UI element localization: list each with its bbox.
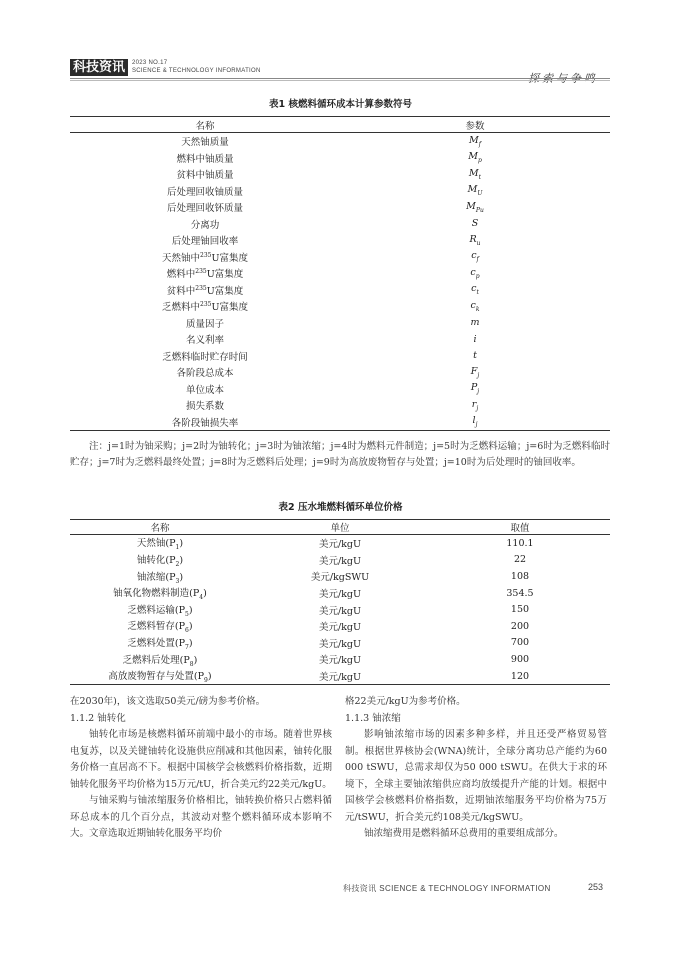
- price-value: 110.1: [506, 537, 534, 549]
- price-item-label: 天然铀(P: [136, 538, 176, 550]
- price-unit: 美元/kgU: [318, 605, 362, 617]
- table2-caption: 表2 压水堆燃料循环单位价格: [278, 502, 403, 513]
- symbol-subscript: j: [475, 421, 478, 429]
- symbol-main: M: [468, 167, 479, 179]
- price-unit: 美元/kgU: [318, 539, 362, 551]
- price-item-subscript: 4: [199, 594, 204, 602]
- symbol-main: M: [467, 184, 478, 196]
- isotope-superscript: 235: [200, 251, 212, 259]
- price-item-name: 铀浓缩$(P_3)$: [136, 571, 184, 585]
- table2-body: [70, 535, 610, 685]
- table-row: [70, 150, 610, 167]
- isotope-superscript: 235: [200, 301, 212, 309]
- param-name: [70, 265, 340, 282]
- param-name-suffix: U富集度: [206, 285, 244, 297]
- subsection-heading: 1.1.2 铀转化: [70, 712, 126, 724]
- symbol-main: i: [473, 333, 477, 345]
- price-item-label: 铀氧化物燃料制造(P: [113, 588, 200, 600]
- table1-header-name: 名称: [70, 117, 340, 133]
- table-row: [70, 265, 610, 282]
- isotope-superscript: 235: [195, 284, 207, 292]
- price-value: 900: [510, 653, 530, 665]
- symbol-subscript: p: [477, 157, 482, 165]
- table-row: [70, 364, 610, 381]
- symbol-main: S: [471, 218, 479, 230]
- table-row: [70, 601, 610, 618]
- param-symbol: [340, 133, 610, 150]
- price-item-subscript: 7: [185, 643, 189, 651]
- symbol-subscript: f: [478, 140, 481, 148]
- symbol-main: m: [470, 317, 480, 329]
- symbol-main: M: [468, 151, 478, 163]
- param-name-prefix: 天然铀中: [162, 252, 201, 264]
- table-row: [70, 331, 610, 348]
- price-item-subscript: 6: [185, 627, 189, 635]
- param-symbol: [340, 216, 610, 233]
- price-value: 150: [510, 604, 530, 616]
- table-row: [70, 216, 610, 233]
- price-item-subscript: 8: [189, 660, 194, 668]
- price-value: 200: [510, 620, 530, 632]
- table-row: [70, 381, 610, 398]
- table-row: [70, 133, 610, 150]
- price-item-name: 乏燃料运输$(P_5)$: [127, 604, 193, 618]
- symbol-subscript: u: [476, 239, 481, 247]
- symbol-subscript: j: [477, 371, 480, 379]
- param-name: [70, 249, 340, 266]
- table-row: [70, 635, 610, 652]
- param-symbol: [340, 348, 610, 365]
- table-row: [70, 298, 610, 315]
- param-name: 损失系数: [185, 401, 224, 413]
- table2: [70, 519, 610, 685]
- table-row: [70, 199, 610, 216]
- paragraph: 铀浓缩费用是燃料循环总费用的重要组成部分。: [364, 828, 564, 839]
- footer-journal: 科技资讯 SCIENCE & TECHNOLOGY INFORMATION: [343, 884, 551, 893]
- param-symbol: [340, 199, 610, 216]
- table-row: [70, 348, 610, 365]
- param-name: 各阶段铀损失率: [70, 414, 340, 431]
- param-name: 后处理铀回收率: [171, 236, 239, 248]
- table-row: [70, 249, 610, 266]
- param-symbol: [340, 414, 610, 431]
- issue-number: 2023 NO.17: [132, 60, 168, 66]
- symbol-subscript: k: [475, 305, 480, 313]
- symbol-subscript: t: [476, 289, 479, 297]
- price-value: 354.5: [506, 587, 534, 599]
- symbol-subscript: p: [475, 272, 480, 280]
- table-row: [70, 397, 610, 414]
- param-name: [70, 298, 340, 315]
- table-row: [70, 166, 610, 183]
- table2-header-row: [70, 520, 610, 535]
- symbol-main: M: [466, 200, 476, 212]
- param-name: 后处理回收钚质量: [166, 203, 243, 215]
- param-symbol: [340, 249, 610, 266]
- table-row: [70, 585, 610, 602]
- symbol-main: P: [470, 382, 478, 394]
- param-name: 各阶段总成本: [176, 368, 234, 380]
- param-symbol: [340, 150, 610, 167]
- price-item-subscript: 1: [175, 544, 180, 552]
- isotope-superscript: 235: [195, 268, 207, 276]
- param-name: 燃料中铀质量: [176, 153, 234, 165]
- symbol-subscript: t: [478, 173, 482, 181]
- symbol-main: c: [470, 299, 476, 311]
- param-name: 后处理回收铀质量: [166, 186, 243, 198]
- param-symbol: [340, 298, 610, 315]
- param-name-prefix: 贫料中: [166, 285, 196, 297]
- price-item-name: 天然铀$(P_1)$: [136, 538, 184, 552]
- param-name: 乏燃料临时贮存时间: [162, 351, 248, 363]
- table-row: [70, 282, 610, 299]
- price-item-name: 乏燃料暂存$(P_6)$: [127, 621, 193, 635]
- param-name: 贫料中铀质量: [176, 170, 234, 182]
- symbol-main: c: [471, 283, 477, 295]
- price-item-subscript: 3: [175, 577, 180, 585]
- price-value: 120: [430, 668, 610, 685]
- table1: [70, 116, 610, 431]
- price-item-name: 乏燃料处置$(P_7)$: [127, 637, 193, 651]
- symbol-subscript: Pu: [475, 206, 484, 214]
- param-symbol: [340, 282, 610, 299]
- price-item-label: 高放废物暂存与处置(P: [108, 671, 205, 683]
- param-name-suffix: U富集度: [211, 302, 248, 314]
- price-unit: 美元/kgSWU: [310, 572, 370, 584]
- price-unit: 美元/kgU: [318, 622, 362, 634]
- price-item-name: 高放废物暂存与处置$(P_9)$: [70, 668, 250, 685]
- price-item-subscript: 5: [185, 610, 189, 618]
- table-row: [70, 183, 610, 200]
- param-name: 名义利率: [185, 335, 224, 347]
- symbol-subscript: f: [476, 256, 479, 264]
- paragraph: 影响铀浓缩市场的因素多种多样，并且还受严格贸易管制。根据世界核协会(WNA)统计，全球分离功总产能约为60 000 tSWU，总需求却仅为50 000 tSWU。在供大于求的环境下，全球主要铀浓缩供应商均放缓提升产能的计划。根据中国核学会核燃料价格指数，近期铀浓缩服务平均价格为75万元/tSWU，折合美元约108美元/kgSWU。: [345, 729, 607, 823]
- param-symbol: [340, 166, 610, 183]
- price-item-name: 铀氧化物燃料制造$(P_4)$: [113, 588, 207, 602]
- param-name-prefix: 乏燃料中: [162, 302, 201, 314]
- price-unit: 美元/kgU: [318, 655, 362, 667]
- symbol-main: R: [469, 233, 477, 245]
- table-row: [70, 668, 610, 685]
- table1-note: 注：j=1时为铀采购；j=2时为铀转化；j=3时为铀浓缩；j=4时为燃料元件制造；j=5时为乏燃料运输；j=6时为乏燃料临时贮存；j=7时为乏燃料最终处置；j=8时为乏燃料后处理；j=9时为高放废物暂存与处置；j=10时为后处理时的铀回收率。: [70, 441, 610, 468]
- param-name: [70, 282, 340, 299]
- symbol-main: r: [471, 398, 477, 410]
- symbol-subscript: j: [476, 404, 479, 412]
- symbol-main: c: [471, 250, 477, 262]
- param-symbol: [340, 397, 610, 414]
- header-rule: [70, 78, 610, 79]
- symbol-main: t: [473, 350, 477, 362]
- paragraph: 格22美元/kgU为参考价格。: [345, 696, 466, 707]
- page-number: 253: [588, 882, 604, 892]
- param-symbol: [340, 265, 610, 282]
- body-left-column: [70, 694, 332, 843]
- symbol-main: c: [470, 266, 476, 278]
- table-row: [70, 651, 610, 668]
- param-symbol: [340, 364, 610, 381]
- price-item-label: 铀转化(P: [136, 554, 176, 566]
- header-rule-thin: [70, 80, 610, 81]
- table1-caption: 表1 核燃料循环成本计算参数符号: [269, 99, 412, 110]
- param-name: 质量因子: [185, 318, 224, 330]
- price-item-name: 乏燃料后处理$(P_8)$: [122, 654, 198, 668]
- price-unit: 美元/kgU: [250, 668, 430, 685]
- table-row: [70, 414, 610, 431]
- param-symbol: [340, 315, 610, 332]
- table1-header-param: 参数: [340, 117, 610, 133]
- table1-body: [70, 133, 610, 431]
- paragraph: 在2030年)，该文选取50美元/磅为参考价格。: [70, 696, 266, 707]
- table-row: [70, 568, 610, 585]
- table2-header-name: 名称: [70, 520, 250, 535]
- price-item-label: 乏燃料处置(P: [127, 637, 186, 649]
- price-item-subscript: 9: [204, 676, 208, 684]
- param-name: 分离功: [190, 219, 220, 231]
- journal-english-name: SCIENCE & TECHNOLOGY INFORMATION: [132, 68, 261, 74]
- price-unit: 美元/kgU: [318, 589, 362, 601]
- param-name: 天然铀质量: [181, 137, 229, 149]
- price-item-label: 铀浓缩(P: [136, 571, 176, 583]
- param-symbol: [340, 232, 610, 249]
- symbol-main: M: [469, 134, 479, 146]
- table-row: [70, 535, 610, 552]
- table2-header-unit: 单位: [250, 520, 430, 535]
- journal-brand: 科技资讯: [70, 59, 128, 76]
- symbol-main: l: [472, 415, 476, 427]
- paragraph: 铀转化市场是核燃料循环前端中最小的市场。随着世界核电复苏，以及关键铀转化设施供应削减和其他因素，铀转化服务价格一直居高不下。根据中国核学会核燃料价格指数，近期铀转化服务平均价格为15万元/tU，折合美元约22美元/kgU。: [70, 729, 332, 790]
- symbol-main: F: [470, 365, 478, 377]
- price-value: 108: [510, 570, 530, 582]
- body-right-column: [345, 694, 607, 843]
- table-row: [70, 315, 610, 332]
- price-item-label: 乏燃料暂存(P: [127, 621, 186, 633]
- paragraph: 与铀采购与铀浓缩服务价格相比，铀转换价格只占燃料循环总成本的几个百分点，其波动对整个燃料循环成本影响不大。文章选取近期铀转化服务平均价: [70, 795, 332, 839]
- price-item-label: 乏燃料运输(P: [127, 604, 186, 616]
- param-name-prefix: 燃料中: [166, 269, 196, 281]
- symbol-subscript: j: [477, 388, 480, 396]
- table2-header-value: 取值: [430, 520, 610, 535]
- subsection-heading: 1.1.3 铀浓缩: [345, 712, 401, 724]
- param-name: 单位成本: [185, 384, 224, 396]
- table-row: [70, 618, 610, 635]
- section-title: 探索与争鸣: [528, 72, 598, 85]
- table-row: [70, 552, 610, 569]
- param-symbol: [340, 183, 610, 200]
- issue-info: [132, 59, 261, 75]
- symbol-subscript: U: [477, 190, 483, 198]
- price-item-subscript: 2: [175, 560, 180, 568]
- price-value: 700: [510, 637, 530, 649]
- price-unit: 美元/kgU: [318, 555, 362, 567]
- param-symbol: [340, 381, 610, 398]
- param-name-suffix: U富集度: [206, 269, 244, 281]
- price-item-label: 乏燃料后处理(P: [122, 654, 190, 666]
- param-name-suffix: U富集度: [211, 252, 248, 264]
- price-value: 22: [513, 554, 527, 566]
- price-unit: 美元/kgU: [318, 638, 362, 650]
- param-symbol: [340, 331, 610, 348]
- price-item-name: 铀转化$(P_2)$: [136, 554, 184, 568]
- table1-header-row: [70, 117, 610, 133]
- table-row: [70, 232, 610, 249]
